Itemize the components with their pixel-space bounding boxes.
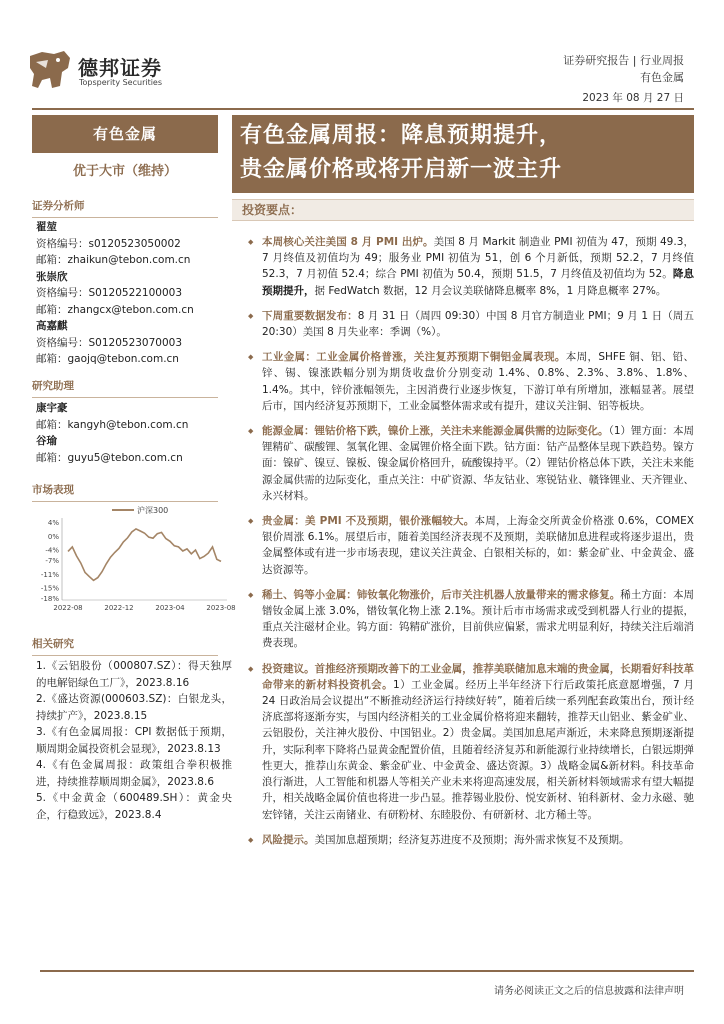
analyst-list xyxy=(36,219,222,368)
market-heading: 市场表现 xyxy=(32,482,218,502)
key-point-item xyxy=(248,308,694,340)
analyst-cert: 资格编号：s0120523050002 xyxy=(36,237,181,250)
key-points xyxy=(248,234,694,857)
key-point-text: 美国 8 月 Markit 制造业 PMI 初值为 47，预期 49.3，7 月终值及初值均为 49；服务业 PMI 初值为 51，创 6 个月新低，预期 52.2，7 月终值 52.3，7 月初值 52.4；综合 PMI 初值为 50.4，预期 51.5，7 月终值及初值均为 52。 xyxy=(262,236,694,281)
analyst-email[interactable]: 邮箱：zhangcx@tebon.com.cn xyxy=(36,303,194,316)
key-point-text: 稀土方面：本周镨钕金属上涨 3.0%，镨钕氧化物上涨 2.1%。预计后市市场需求或受到机器人行业的提振，重点关注磁材企业。钨方面：钨精矿涨价，目前供应偏紧，需求尤明显利好，持续关注后端消费表现。 xyxy=(262,588,695,650)
key-point-item xyxy=(248,423,694,504)
key-point-heading: 工业金属：工业金属价格普涨，关注复苏预期下铜铝金属表现。 xyxy=(262,351,566,364)
assistant-email[interactable]: 邮箱：guyu5@tebon.com.cn xyxy=(36,451,183,464)
analyst-cert: 资格编号：S0120523070003 xyxy=(36,336,183,349)
related-heading: 相关研究 xyxy=(32,636,218,656)
footer-disclaimer: 请务必阅读正文之后的信息披露和法律声明 xyxy=(494,986,684,997)
logo-text-en: Topsperity Securities xyxy=(79,78,163,87)
logo-text-cn: 德邦证券 xyxy=(78,56,162,80)
key-point-text: 本周，SHFE 铜、铝、铅、锌、锡、镍涨跌幅分别为期货收盘价分别变动 1.4%、0.8%、2.3%、3.8%、1.8%、1.4%。其中，锌价涨幅领先，主因消费行业逐步恢复，下游订单有所增加，涨幅显著。展望后市，国内经济复苏预期下，工业金属整体需求或有提升，建议关注铜、铝等板块。 xyxy=(262,351,694,412)
key-point-item xyxy=(248,513,694,578)
rating-label: 优于大市（维持） xyxy=(72,164,177,179)
key-point-heading: 下周重要数据发布： xyxy=(262,309,358,322)
y-tick-label: 0% xyxy=(47,532,59,541)
key-point-item xyxy=(248,349,694,414)
y-tick-label: -18% xyxy=(40,595,59,603)
report-industry: 有色金属 xyxy=(640,71,684,84)
bull-logo-icon xyxy=(28,48,72,92)
report-type: 证券研究报告 | 行业周报 xyxy=(563,54,684,67)
key-point-heading: 本周核心关注美国 8 月 PMI 出炉。 xyxy=(262,236,434,248)
series-line-hs300 xyxy=(68,529,221,581)
y-tick-label: 4% xyxy=(47,519,59,527)
report-meta xyxy=(563,52,684,107)
related-item[interactable]: 2.《盛达资源(000603.SZ)：白银龙头，持续扩产》，2023.8.15 xyxy=(36,693,232,722)
market-chart-svg xyxy=(32,500,237,620)
y-tick-label: -11% xyxy=(40,570,59,579)
key-point-heading: 风险提示。 xyxy=(262,833,315,846)
assistant-name: 谷瑜 xyxy=(36,435,57,447)
key-point-text: 1）工业金属。经历上半年经济下行后政策托底意愿增强，7 月 24 日政治局会议提出“不断推动经济运行持续好转”，随着后续一系列配套政策出台，预计经济底部将逐渐夯实，与国内经济相关的工业金属价格将迎来翻转，推荐天山铝业、紫金矿业、云铝股份，关注神火股份、中国铝业。2）贵金属。美国加息尾声渐近，未来降息预期逐渐提升，实际利率下降将凸显黄金配置价值，且随着经济复苏和新能源行业持续增长，白银远期弹性更大，推荐山东黄金、紫金矿业、中金黄金、盛达资源。3）战略金属&新材料。科技革命浪行渐进，人工智能和机器人等相关产业未来将迎高速发展，相关新材料领域需求有望大幅提升，相关战略金属价值也将进一步凸显。推荐锡业股份、悦安新材、铂科新材、金力永磁、驰宏锌锗，关注云南锗业、有研粉材、东睦股份、有研新材、北方稀土等。 xyxy=(262,678,694,821)
bottom-divider xyxy=(40,970,694,972)
sector-label: 有色金属 xyxy=(32,115,218,153)
x-tick-label: 2023-08 xyxy=(206,604,236,612)
related-item[interactable]: 5.《中金黄金（600489.SH）：黄金央企，行稳致远》，2023.8.4 xyxy=(36,792,232,821)
market-chart xyxy=(32,500,237,620)
key-point-text: 据 FedWatch 数据，12 月会议美联储降息概率 8%，1 月降息概率 27%。 xyxy=(314,284,667,297)
key-point-text: （1）锂方面：本周锂精矿、碳酸锂、氢氧化锂、金属锂价格全面下跌。钴方面：钴产品整体呈现下跌趋势。镍方面：镍矿、镍豆、镍板、镍金属价格回升，硫酸镍持平。（2）锂钴价格总体下跌，关注未来能源金属供需的边际变化，重点关注：中矿资源、华友钴业、寒锐钴业、赣锋锂业、天齐锂业、永兴材料。 xyxy=(262,425,695,502)
top-divider xyxy=(32,108,694,110)
x-tick-label: 2022-08 xyxy=(53,604,83,612)
assistant-name: 康宇豪 xyxy=(36,402,68,414)
y-tick-label: -4% xyxy=(45,546,59,555)
report-date: 2023 年 08 月 27 日 xyxy=(582,92,684,104)
analysts-heading: 证券分析师 xyxy=(32,198,218,218)
assistants-heading: 研究助理 xyxy=(32,378,218,398)
key-point-item xyxy=(248,661,694,823)
title-line-2: 贵金属价格或将开启新一波主升 xyxy=(240,157,563,182)
analyst-cert: 资格编号：S0120522100003 xyxy=(36,287,183,299)
key-point-item xyxy=(248,832,694,848)
analyst-email[interactable]: 邮箱：zhaikun@tebon.com.cn xyxy=(36,254,191,266)
assistant-list xyxy=(36,400,222,466)
related-item[interactable]: 1.《云铝股份（000807.SZ）：得天独厚的电解铝绿色工厂》，2023.8.16 xyxy=(36,660,232,689)
assistant-email[interactable]: 邮箱：kangyh@tebon.com.cn xyxy=(36,418,189,431)
analyst-name: 张崇欣 xyxy=(36,270,68,283)
key-point-heading: 稀土、钨等小金属：铈钕氧化物涨价，后市关注机器人放量带来的需求修复。 xyxy=(262,588,621,601)
logo xyxy=(28,48,188,92)
legend-label: 沪深300 xyxy=(137,506,169,515)
summary-heading: 投资要点： xyxy=(232,199,694,221)
report-title xyxy=(232,115,694,193)
analyst-email[interactable]: 邮箱：gaojq@tebon.com.cn xyxy=(36,353,179,365)
key-point-heading: 能源金属：锂钴价格下跌，镍价上涨，关注未来能源金属供需的边际变化。 xyxy=(262,425,609,438)
analyst-name: 高嘉麒 xyxy=(36,320,68,332)
key-point-text: 本周，上海金交所黄金价格涨 0.6%，COMEX 银价周涨 6.1%。展望后市，随着美国经济表现不及预期，美联储加息进程或将逐步退出，贵金属整体或有进一步市场表现，建议关注黄金、白银相关标的，如：紫金矿业、中金黄金、盛达资源等。 xyxy=(262,515,694,576)
key-point-item xyxy=(248,234,694,299)
key-point-heading: 投资建议。首推经济预期改善下的工业金属，推荐美联储加息末端的贵金属，长期看好科技革命带来的新材料投资机会。 xyxy=(262,662,694,691)
x-tick-label: 2023-04 xyxy=(155,604,185,612)
key-point-text: 8 月 31 日（周四 09:30）中国 8 月官方制造业 PMI；9 月 1 日（周五 20:30）美国 8 月失业率：季调（%）。 xyxy=(262,309,695,339)
related-list xyxy=(36,658,232,823)
y-tick-label: -7% xyxy=(45,557,59,565)
title-line-1: 有色金属周报：降息预期提升， xyxy=(240,123,563,148)
analyst-name: 翟堃 xyxy=(36,221,57,233)
y-tick-label: -15% xyxy=(40,584,59,593)
key-point-heading: 贵金属：美 PMI 不及预期，银价涨幅较大。 xyxy=(262,515,475,528)
key-point-emphasis: 降息预期提升， xyxy=(262,268,694,297)
related-item[interactable]: 4.《有色金属周报：政策组合拳积极推进，持续推荐顺周期金属》，2023.8.6 xyxy=(36,759,232,788)
x-tick-label: 2022-12 xyxy=(104,604,134,612)
key-point-item xyxy=(248,587,694,652)
related-item[interactable]: 3.《有色金属周报：CPI 数据低于预期，顺周期金属投资机会显现》，2023.8.13 xyxy=(36,726,232,755)
key-point-text: 美国加息超预期；经济复苏进度不及预期；海外需求恢复不及预期。 xyxy=(314,833,630,846)
